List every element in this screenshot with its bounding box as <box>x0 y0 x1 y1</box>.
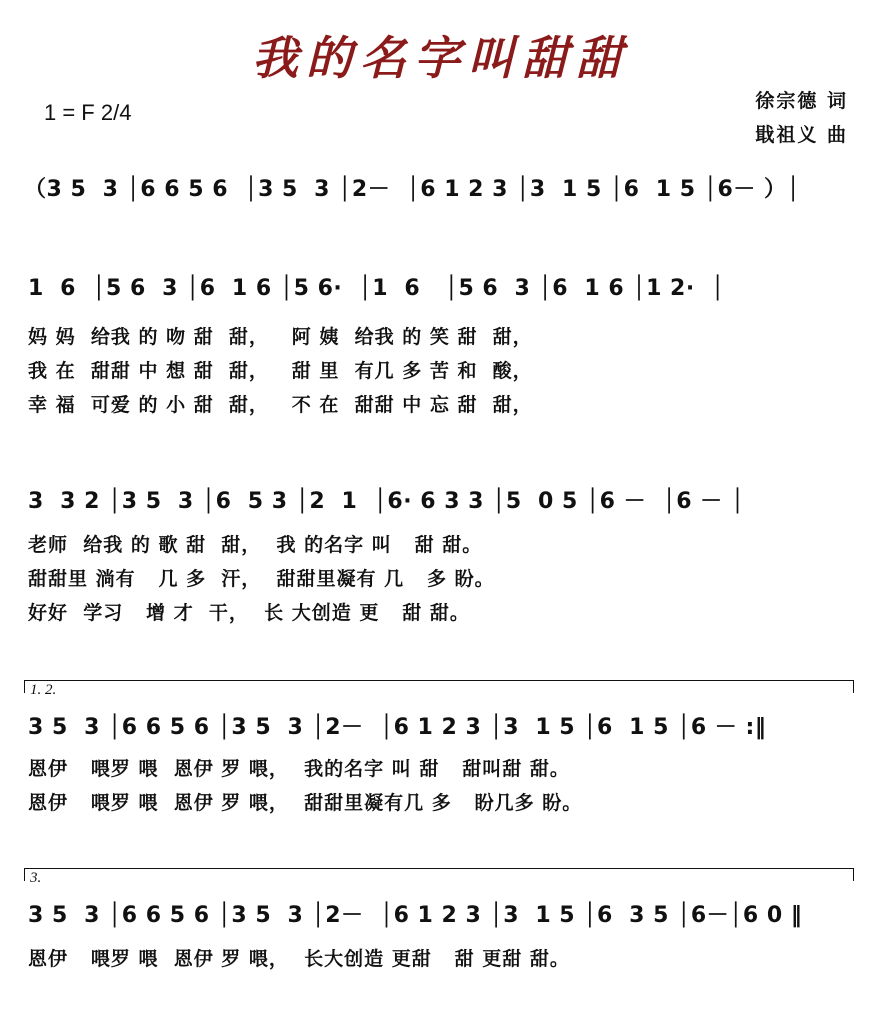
ending1-lyric-2: 恩伊 喂罗 喂 恩伊 罗 喂， 甜甜里凝有几 多 盼几多 盼。 <box>28 792 583 814</box>
composer-credit: 戢祖义 曲 <box>755 124 848 146</box>
ending2-volta-label: 3. <box>30 870 42 886</box>
line1-notes: 1 6 │5 6 3 │6 1 6 │5 6· │1 6 │5 6 3 │6 1 6 │1 2· │ <box>28 276 725 301</box>
ending2-lyric-1: 恩伊 喂罗 喂 恩伊 罗 喂， 长大创造 更甜 甜 更甜 甜。 <box>28 948 570 970</box>
lyricist-credit: 徐宗德 词 <box>755 90 848 112</box>
ending2-volta-bracket <box>24 868 854 881</box>
line2-lyric-2: 甜甜里 淌有 几 多 汗， 甜甜里凝有 几 多 盼。 <box>28 568 495 590</box>
ending1-volta-bracket <box>24 680 854 693</box>
line2-notes: 3 3 2 │3 5 3 │6 5 3 │2 1 │6· 6 3 3 │5 0 5 │6 － │6 － │ <box>28 489 745 514</box>
line1-lyric-1: 妈 妈 给我 的 吻 甜 甜， 阿 姨 给我 的 笑 甜 甜， <box>28 326 533 348</box>
ending1-volta-label: 1. 2. <box>30 682 57 698</box>
line1-lyric-3: 幸 福 可爱 的 小 甜 甜， 不 在 甜甜 中 忘 甜 甜， <box>28 394 533 416</box>
page-title: 我的名字叫甜甜 <box>252 31 630 85</box>
key-signature: 1 = F 2/4 <box>44 100 132 125</box>
ending1-notes: 3 5 3 │6 6 5 6 │3 5 3 │2－ │6 1 2 3 │3 1 5 │6 1 5 │6 － :‖ <box>28 715 767 740</box>
ending1-lyric-1: 恩伊 喂罗 喂 恩伊 罗 喂， 我的名字 叫 甜 甜叫甜 甜。 <box>28 758 570 780</box>
ending2-notes: 3 5 3 │6 6 5 6 │3 5 3 │2－ │6 1 2 3 │3 1 5 │6 3 5 │6－│6 0 ‖ <box>28 903 803 928</box>
line2-lyric-3: 好好 学习 增 才 干， 长 大创造 更 甜 甜。 <box>28 602 470 624</box>
intro-notes: （3 5 3 │6 6 5 6 │3 5 3 │2－ │6 1 2 3 │3 1 5 │6 1 5 │6－ ）│ <box>24 177 801 202</box>
line2-lyric-1: 老师 给我 的 歌 甜 甜， 我 的名字 叫 甜 甜。 <box>28 534 483 556</box>
line1-lyric-2: 我 在 甜甜 中 想 甜 甜， 甜 里 有几 多 苦 和 酸， <box>28 360 533 382</box>
